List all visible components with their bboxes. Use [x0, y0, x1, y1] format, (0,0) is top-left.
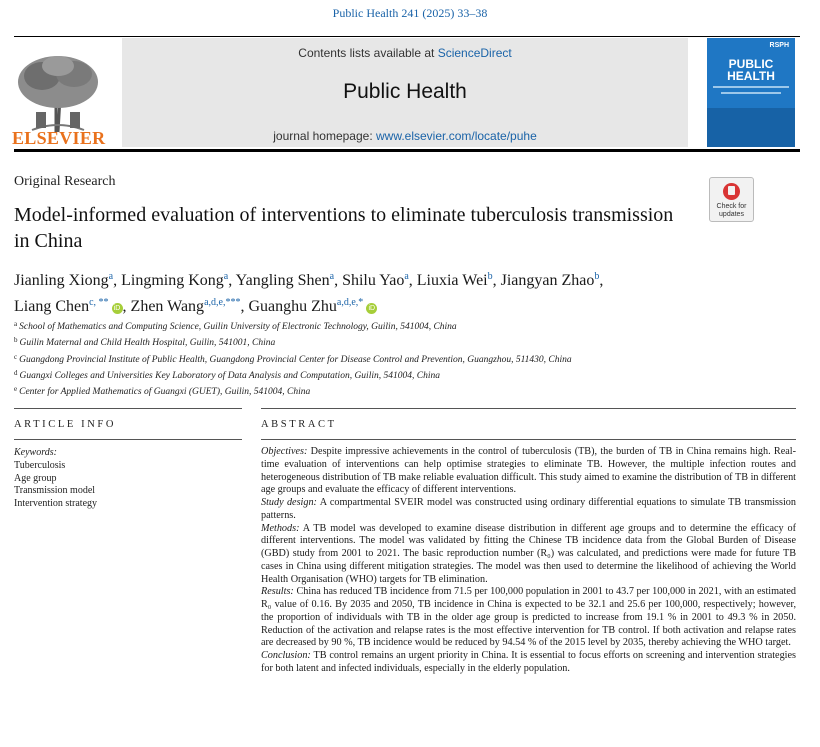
keywords-label: Keywords: [14, 447, 57, 458]
abstract-section-text: Despite impressive achievements in the control of tuberculosis (TB), the burden of TB in China remains high. Real-time evaluation of interventions can help optimise strategies to eliminate TB. However, the multiple infection routes and heterogeneous distribution of TB make reliable evaluation difficult. This study aimed to examine the distribution of TB in different age groups and evaluate the efficacy of different interventions. [261, 446, 796, 496]
cover-badge: RSPH [769, 42, 789, 49]
affiliation-text: Guangdong Provincial Institute of Public Health, Guangdong Provincial Center for Disease Control and Prevention, Guangzhou, 511430, China [19, 354, 572, 365]
author-name[interactable]: Jiangyan Zhao [500, 272, 595, 289]
bookmark-icon [723, 183, 740, 200]
author-name[interactable]: Liuxia Wei [416, 272, 488, 289]
article-title: Model-informed evaluation of interventions to eliminate tuberculosis transmission in China [14, 204, 674, 252]
cover-title-line2: HEALTH [727, 69, 775, 83]
contents-available-line [122, 46, 688, 60]
abstract-section-text: A compartmental SVEIR model was constructed using ordinary differential equations to simulate TB transmission patterns. [261, 497, 796, 521]
abstract-section-text: China has reduced TB incidence from 71.5 per 100,000 population in 2001 to 43.7 per 100,000 in 2021, with an estimated R₀ value of 0.16. By 2035 and 2050, TB incidence in China is expected to be 32.1 and 25.6 per 100,000, respectively; however, the proportion of individuals with TB in the older age group is predicted to increase from 19.1 % in 2001 to 49.3 % in 2050. Reduction of the activation and relapse rates is the most effective intervention for TB control. If both activation and relapse rates are decreased by 90 %, TB incidence would be reduced by 94.54 % of the 2015 level by 2035, thereby achieving the WHO target. [261, 586, 796, 649]
affiliation-key: a [14, 320, 18, 328]
info-top-rule [14, 408, 242, 409]
journal-homepage-line [122, 129, 688, 143]
abstract-section-text: A TB model was developed to examine disease distribution in different age groups and to determine the efficacy of different interventions. The model was validated by fitting the Chinese TB incidence data from the Global Burden of Disease (GBD) study from 2001 to 2021. The basic reproduction number (R₀) was calculated, and predictions were made for future TB cases in China using different mitigation strategies. The model was then used to determine the likelihood of achieving the World Health Organisation (WHO) targets for TB elimination. [261, 522, 796, 585]
keyword-list [14, 460, 97, 510]
affiliation-text: Center for Applied Mathematics of Guangxi (GUET), Guilin, 541004, China [19, 387, 311, 398]
author-name[interactable]: Zhen Wang [130, 298, 205, 315]
author-name[interactable]: Lingming Kong [121, 272, 224, 289]
author-affiliation-marker[interactable]: a [404, 271, 409, 282]
header-bottom-rule [14, 149, 800, 152]
abstract-section [261, 497, 796, 523]
affiliation-key: b [14, 336, 18, 345]
author-list: Jianling Xiong$^a$, Lingming Kong$^a$, Yangling Shen$^a$, Shilu Yao$^a$, Liuxia Wei$^b$, Jiangyan Zhao$^b$, Liang Chen$^{c, **}$iD , Zhen Wang$^{a,d,e,***}$, Guanghu Zhu$^{a,d,e,*}$iD [14, 271, 604, 315]
journal-citation[interactable]: Public Health 241 (2025) 33–38 [332, 6, 488, 20]
journal-title: Public Health [343, 80, 467, 103]
author-name[interactable]: Shilu Yao [342, 272, 405, 289]
author-affiliation-marker[interactable]: a,d,e,* [336, 297, 364, 308]
abstract-section [261, 650, 796, 676]
author-affiliation-marker[interactable]: a [108, 271, 114, 282]
header-top-rule [14, 36, 800, 37]
author-name[interactable]: Yangling Shen [235, 272, 330, 289]
check-for-updates-button[interactable] [709, 177, 754, 222]
abstract-top-rule [261, 408, 796, 409]
abstract-section [261, 523, 796, 587]
author-name[interactable]: Guanghu Zhu [248, 298, 337, 315]
affiliation-item [14, 318, 572, 334]
cover-title-line1: PUBLIC [728, 57, 774, 71]
affiliation-text: Guilin Maternal and Child Health Hospital, Guilin, 541001, China [19, 338, 276, 349]
abstract-heading: ABSTRACT [261, 419, 337, 430]
abstract-section-text: TB control remains an urgent priority in China. It is essential to focus efforts on screening and intervention strategies for both latent and infected individuals, especially in the elderly population. [261, 650, 796, 674]
keyword-item: Tuberculosis [14, 460, 66, 471]
homepage-prefix: journal homepage: [273, 129, 376, 143]
check-for-updates-label: Check for updates [716, 203, 747, 218]
affiliation-key: e [14, 385, 18, 394]
cover-band [707, 108, 795, 147]
contents-prefix: Contents lists available at [298, 46, 438, 60]
affiliation-key: c [14, 352, 18, 361]
keyword-item: Intervention strategy [14, 497, 98, 509]
author-affiliation-marker[interactable]: c, ** [89, 297, 109, 308]
abstract-section [261, 586, 796, 650]
cover-title [707, 58, 795, 82]
abstract-section-label: Study design: [261, 497, 317, 508]
author-affiliation-marker[interactable]: a [329, 271, 335, 282]
elsevier-wordmark[interactable]: ELSEVIER [12, 128, 106, 148]
author-affiliation-marker[interactable]: b [594, 271, 600, 282]
affiliation-key: d [14, 368, 18, 377]
author-affiliation-marker[interactable]: a,d,e,*** [204, 297, 241, 308]
article-type: Original Research [14, 174, 116, 189]
abstract-section-label: Objectives: [261, 446, 308, 457]
abstract-body [261, 446, 796, 676]
abstract-section [261, 446, 796, 497]
abstract-section-label: Conclusion: [261, 650, 311, 661]
abstract-section-label: Results: [261, 586, 294, 598]
abstract-heading-rule [261, 439, 796, 440]
affiliation-item [14, 334, 572, 350]
keyword-item: Transmission model [14, 485, 96, 497]
author-name[interactable]: Jianling Xiong [14, 272, 109, 289]
info-heading-rule [14, 439, 242, 440]
keyword-item: Age group [14, 472, 57, 484]
affiliation-text: School of Mathematics and Computing Science, Guilin University of Electronic Technology, Guilin, 541004, China [19, 322, 457, 332]
author-affiliation-marker[interactable]: b [487, 271, 493, 282]
affiliation-list [14, 318, 572, 399]
affiliation-item [14, 367, 572, 383]
affiliation-item [14, 383, 572, 399]
orcid-icon[interactable]: iD [112, 303, 123, 314]
journal-cover-thumbnail[interactable] [707, 38, 795, 147]
affiliation-item [14, 351, 572, 367]
cover-subtitle-bar [721, 92, 781, 94]
journal-banner [122, 38, 688, 147]
author-name[interactable]: Liang Chen [14, 298, 90, 315]
abstract-section-label: Methods: [261, 522, 300, 534]
affiliation-text: Guangxi Colleges and Universities Key Laboratory of Data Analysis and Computation, Guilin, 541004, China [19, 370, 440, 381]
sciencedirect-link[interactable]: ScienceDirect [437, 46, 512, 60]
journal-homepage-link[interactable]: www.elsevier.com/locate/puhe [376, 129, 537, 143]
orcid-icon[interactable]: iD [366, 303, 377, 314]
author-affiliation-marker[interactable]: a [223, 271, 229, 282]
article-info-heading: ARTICLE INFO [14, 419, 117, 430]
cover-subtitle-bar [713, 86, 789, 88]
